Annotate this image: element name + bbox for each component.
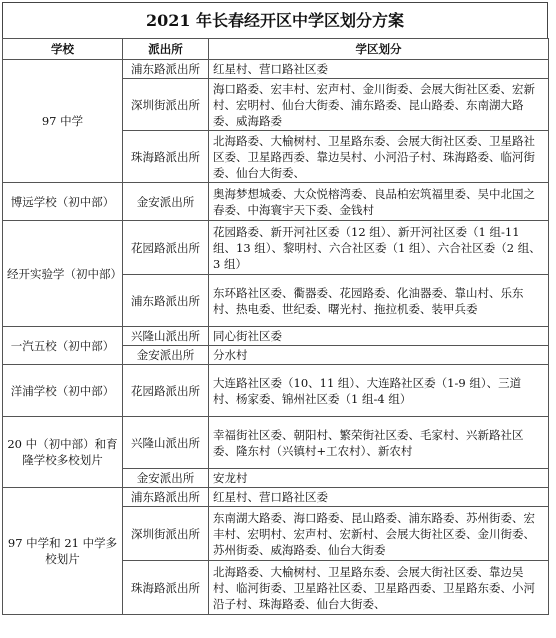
area-cell: 红星村、营口路社区委 <box>209 60 549 79</box>
area-cell: 同心街社区委 <box>209 327 549 346</box>
station-cell: 金安派出所 <box>123 183 209 221</box>
table-row <box>3 183 549 221</box>
station-cell: 兴隆山派出所 <box>123 417 209 469</box>
page-title: 2021 年长春经开区中学区划分方案 <box>2 2 548 38</box>
table-row <box>3 488 549 507</box>
header-school: 学校 <box>3 39 123 60</box>
station-cell: 花园路派出所 <box>123 365 209 417</box>
school-cell: 博远学校（初中部） <box>3 183 123 221</box>
school-cell: 97 中学和 21 中学多校划片 <box>3 488 123 615</box>
station-cell: 深圳街派出所 <box>123 507 209 561</box>
station-cell: 浦东路派出所 <box>123 60 209 79</box>
table-row <box>3 60 549 79</box>
header-area: 学区划分 <box>209 39 549 60</box>
station-cell: 浦东路派出所 <box>123 488 209 507</box>
area-cell: 奥海梦想城委、大众悦榕湾委、良品柏宏筑福里委、吴中北国之春委、中海寰宇天下委、金钱村 <box>209 183 549 221</box>
area-cell: 花园路委、新开河社区委（12 组）、新开河社区委（1 组-11 组、13 组）、黎明村、六合社区委（1 组）、六合社区委（2 组、3 组） <box>209 221 549 275</box>
area-cell: 安龙村 <box>209 469 549 488</box>
area-cell: 幸福街社区委、朝阳村、繁荣街社区委、毛家村、兴新路社区委、隆东村（兴镇村+工农村）、新农村 <box>209 417 549 469</box>
table-row <box>3 417 549 469</box>
station-cell: 深圳街派出所 <box>123 79 209 131</box>
table-row <box>3 327 549 346</box>
area-cell: 红星村、营口路社区委 <box>209 488 549 507</box>
zoning-table <box>2 38 549 615</box>
school-cell: 20 中（初中部）和育隆学校多校划片 <box>3 417 123 488</box>
station-cell: 金安派出所 <box>123 346 209 365</box>
school-cell: 一汽五校（初中部） <box>3 327 123 365</box>
area-cell: 北海路委、大榆树村、卫星路东委、会展大街社区委、靠边吴村、临河街委、卫星路社区委、卫星路西委、卫星路东委、小河沿子村、珠海路委、仙台大街委、 <box>209 561 549 615</box>
school-cell: 97 中学 <box>3 60 123 183</box>
area-cell: 大连路社区委（10、11 组）、大连路社区委（1-9 组）、三道村、杨家委、锦州社区委（1 组-4 组） <box>209 365 549 417</box>
table-row <box>3 221 549 275</box>
station-cell: 珠海路派出所 <box>123 561 209 615</box>
station-cell: 金安派出所 <box>123 469 209 488</box>
header-station: 派出所 <box>123 39 209 60</box>
school-cell: 经开实验学（初中部） <box>3 221 123 327</box>
table-row <box>3 365 549 417</box>
station-cell: 兴隆山派出所 <box>123 327 209 346</box>
school-cell: 洋浦学校（初中部） <box>3 365 123 417</box>
station-cell: 珠海路派出所 <box>123 131 209 183</box>
area-cell: 分水村 <box>209 346 549 365</box>
area-cell: 海口路委、宏丰村、宏声村、金川街委、会展大街社区委、宏新村、宏明村、仙台大街委、浦东路委、昆山路委、东南湖大路委、威海路委 <box>209 79 549 131</box>
header-row <box>3 39 549 60</box>
area-cell: 东环路社区委、衢器委、花园路委、化油器委、靠山村、乐东村、热电委、世纪委、曙光村、拖拉机委、装甲兵委 <box>209 275 549 327</box>
station-cell: 花园路派出所 <box>123 221 209 275</box>
zoning-sheet <box>2 2 548 615</box>
area-cell: 东南湖大路委、海口路委、昆山路委、浦东路委、苏州街委、宏丰村、宏明村、宏声村、宏新村、会展大街社区委、金川街委、苏州街委、威海路委、仙台大街委 <box>209 507 549 561</box>
area-cell: 北海路委、大榆树村、卫星路东委、会展大街社区委、卫星路社区委、卫星路西委、靠边吴村、小河沿子村、珠海路委、临河街委、仙台大街委、 <box>209 131 549 183</box>
station-cell: 浦东路派出所 <box>123 275 209 327</box>
